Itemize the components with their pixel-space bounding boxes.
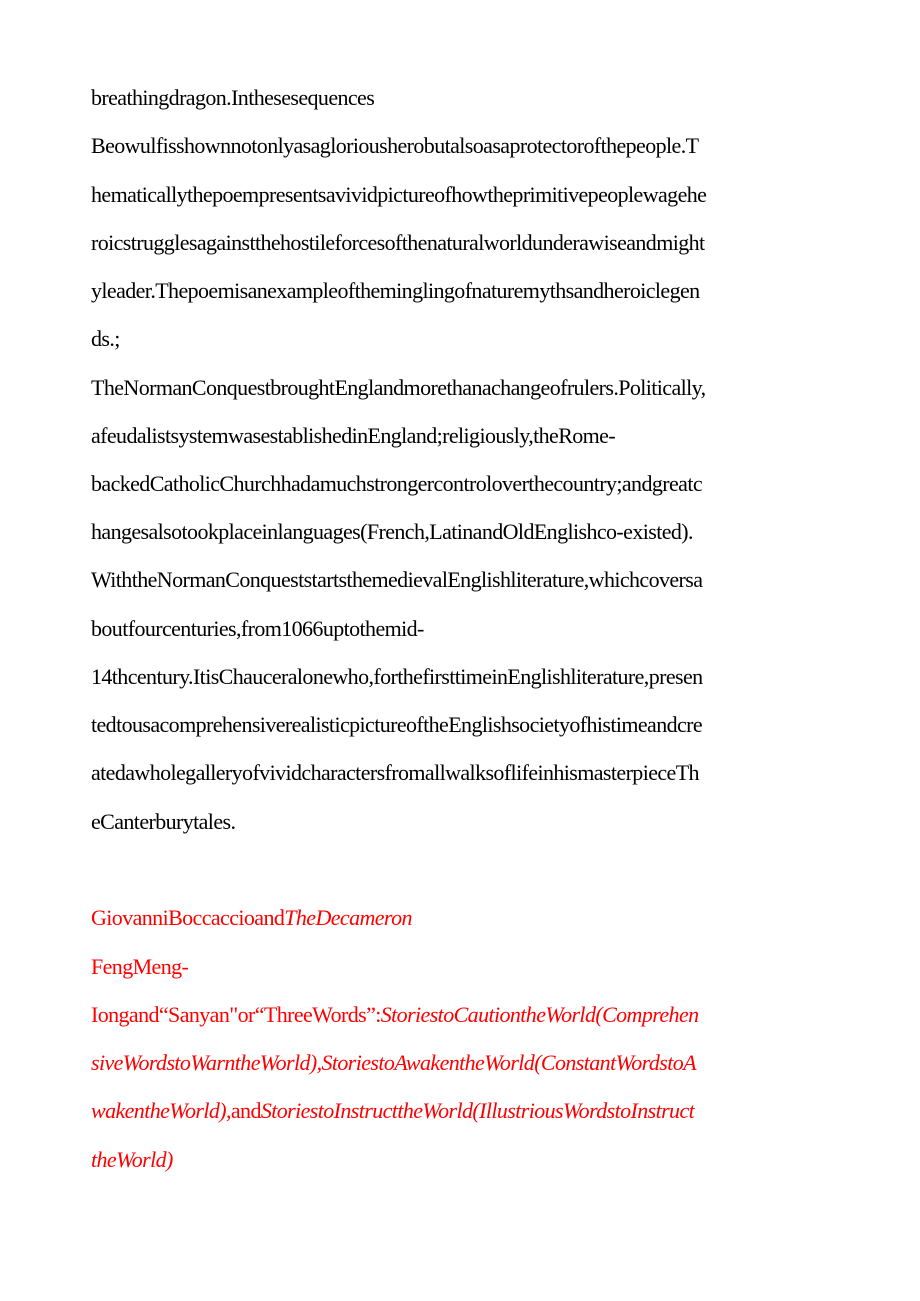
section-heading-boccaccio [91,904,836,932]
red-text: Iongand“Sanyan"or“ThreeWords”: [91,1002,381,1027]
body-line: ds.; [91,326,120,351]
red-italic-text: StoriestoCautiontheWorld(Comprehen [380,1002,699,1027]
red-line: theWorld) [91,1147,173,1172]
body-line: TheNormanConquestbroughtEnglandmorethanachangeofrulers.Politically, [91,375,706,400]
body-line: tedtousacomprehensiverealisticpictureoftheEnglishsocietyofhistimeandcre [91,712,703,737]
body-line: afeudalistsystemwasestablishedinEngland;religiously,theRome- [91,423,616,448]
red-line [91,1097,836,1125]
red-italic-text: wakentheWorld), [91,1098,231,1123]
body-line: atedawholegalleryofvividcharactersfromallwalksoflifeinhismasterpieceTh [91,760,699,785]
body-line: yleader.Thepoemisanexampleoftheminglingofnaturemythsandheroiclegen [91,278,700,303]
body-line: boutfourcenturies,from1066uptothemid- [91,616,424,641]
body-line: hangesalsotookplaceinlanguages(French,LatinandOldEnglishco-existed). [91,519,693,544]
body-line: WiththeNormanConqueststartsthemedievalEnglishliterature,whichcoversa [91,567,703,592]
book-title: TheDecameron [284,905,412,930]
red-line: FengMeng- [91,954,189,979]
heading-text: GiovanniBoccaccioand [91,905,285,930]
body-line: 14thcentury.ItisChauceralonewho,forthefirsttimeinEnglishliterature,presen [91,664,703,689]
body-line: Beowulfisshownnotonlyasagloriousherobutalsoasaprotectorofthepeople.T [91,133,699,158]
red-italic-text: StoriestoInstructtheWorld(IllustriousWordstoInstruct [260,1098,695,1123]
body-line: eCanterburytales. [91,809,236,834]
body-line: hematicallythepoempresentsavividpictureofhowtheprimitivepeoplewagehe [91,182,707,207]
red-line: siveWordstoWarntheWorld),StoriestoAwakentheWorld(ConstantWordstoA [91,1050,696,1075]
red-text: and [230,1098,261,1123]
red-line [91,1001,836,1029]
body-line: backedCatholicChurchhadamuchstrongercontroloverthecountry;andgreatc [91,471,702,496]
body-line: roicstrugglesagainstthehostileforcesofthenaturalworldunderawiseandmight [91,230,705,255]
body-line: breathingdragon.Inthesesequences [91,85,375,110]
